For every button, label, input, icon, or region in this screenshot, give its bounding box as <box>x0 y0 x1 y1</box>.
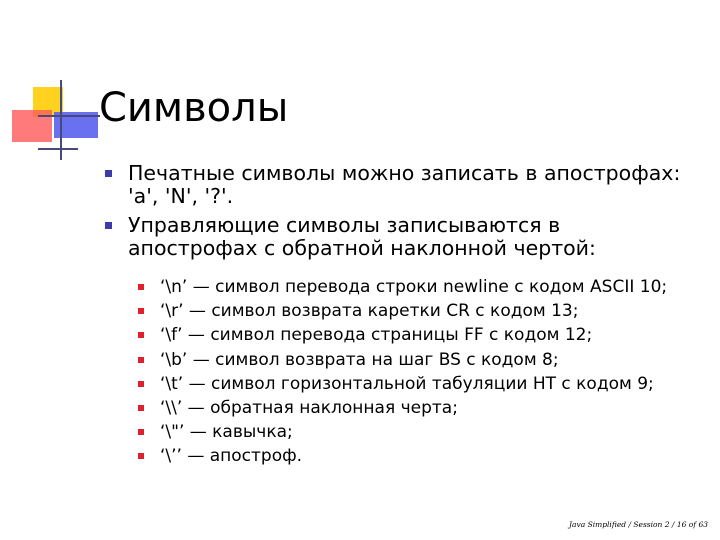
sub-bullet-text: ‘\r’ — символ возврата каретки CR с кодом 13; <box>160 301 579 322</box>
sub-bullet-square-icon <box>138 453 144 459</box>
slide-footer: Java Simplified / Session 2 / 16 of 63 <box>569 520 708 529</box>
sub-bullet-text: ‘\b’ — символ возврата на шаг BS с кодом 8; <box>160 349 559 370</box>
sub-bullet-item <box>138 299 708 323</box>
bullet-line: апострофах с обратной наклонной чертой: <box>128 236 596 260</box>
bullet-line: Управляющие символы записываются в <box>128 213 561 237</box>
sub-bullet-item <box>138 348 708 372</box>
sub-bullet-text: ‘\n’ — символ перевода строки newline с кодом ASCII 10; <box>160 277 668 297</box>
sub-bullet-square-icon <box>138 429 144 435</box>
sub-bullet-square-icon <box>138 284 144 290</box>
sub-bullet-text: ‘\t’ — символ горизонтальной табуляции HT с кодом 9; <box>160 373 654 394</box>
bullet-square-icon <box>105 170 112 177</box>
sub-bullet-item <box>138 396 708 420</box>
main-bullet-list <box>103 162 703 266</box>
sub-bullet-text: ‘\"’ — кавычка; <box>160 422 293 443</box>
main-bullet-item <box>103 162 703 208</box>
sub-bullet-item <box>138 420 708 444</box>
bullet-square-icon <box>105 222 112 229</box>
presentation-logo <box>0 0 110 170</box>
slide-title: Символы <box>99 85 289 131</box>
sub-bullet-list <box>138 275 708 469</box>
sub-bullet-text: ‘\’’ — апостроф. <box>160 446 303 467</box>
sub-bullet-square-icon <box>138 332 144 338</box>
sub-bullet-text: ‘\\’ — обратная наклонная черта; <box>160 398 458 419</box>
sub-bullet-item <box>138 275 708 299</box>
sub-bullet-item <box>138 444 708 468</box>
bullet-line: Печатные символы можно записать в апострофах: <box>128 161 681 185</box>
sub-bullet-item <box>138 372 708 396</box>
bullet-line: 'a', 'N', '?'. <box>128 184 234 208</box>
sub-bullet-square-icon <box>138 308 144 314</box>
logo-horizontal-line <box>38 115 100 117</box>
sub-bullet-square-icon <box>138 357 144 363</box>
sub-bullet-square-icon <box>138 405 144 411</box>
sub-bullet-text: ‘\f’ — символ перевода страницы FF с кодом 12; <box>160 325 593 346</box>
logo-horizontal-line-lower <box>38 148 78 150</box>
sub-bullet-square-icon <box>138 381 144 387</box>
sub-bullet-item <box>138 323 708 347</box>
main-bullet-item <box>103 214 703 260</box>
